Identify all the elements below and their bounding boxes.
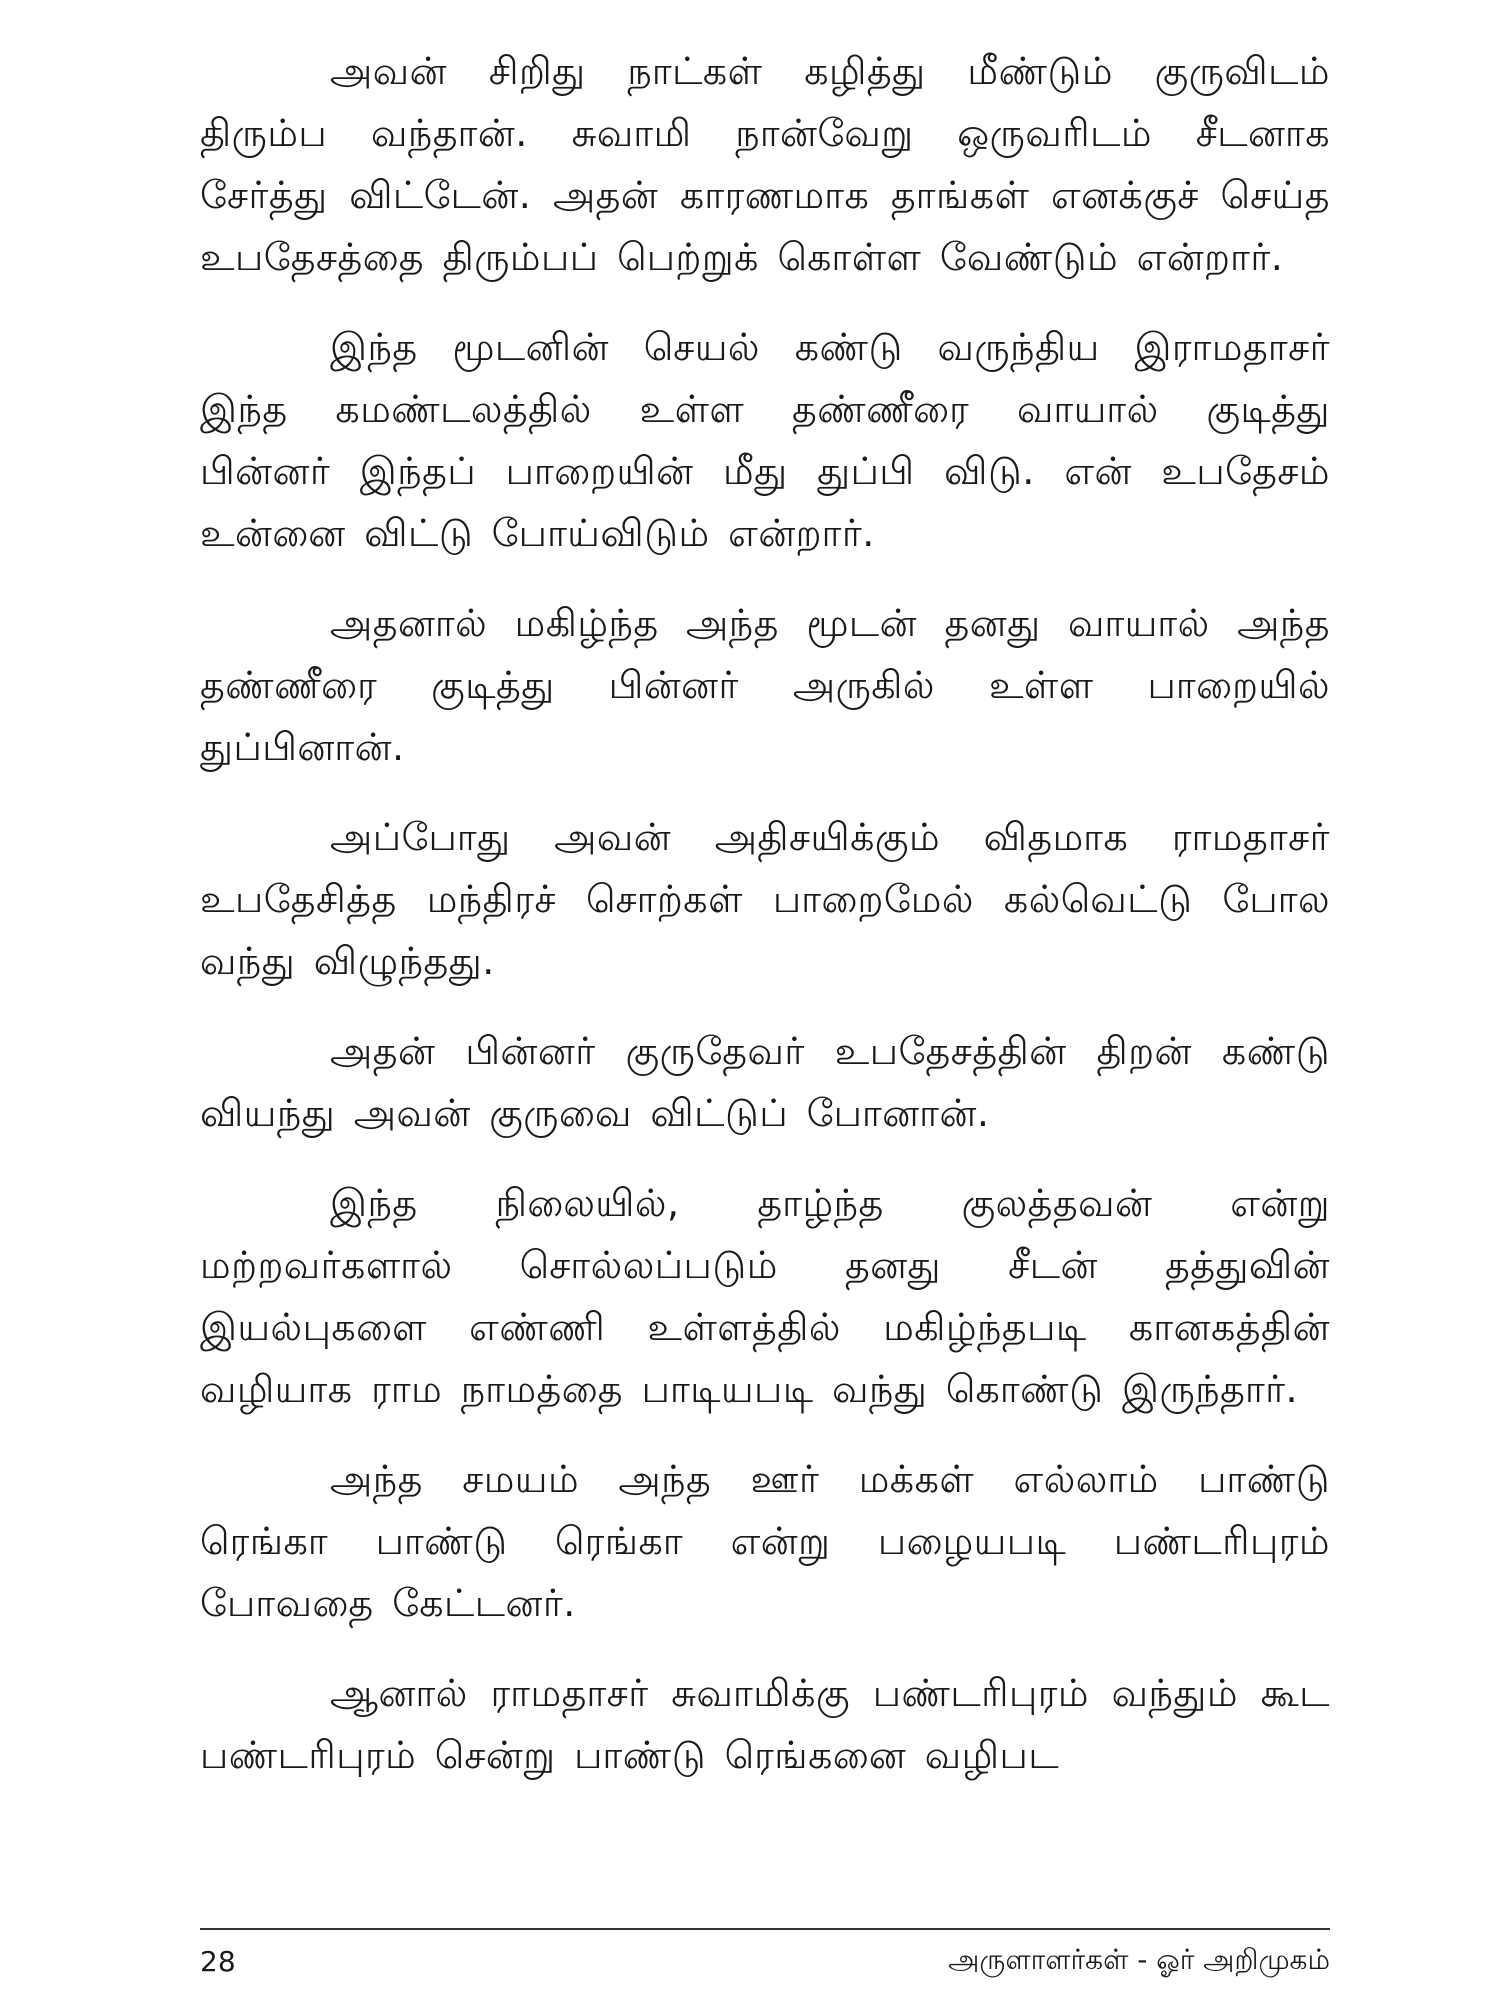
book-title: அருளாளர்கள் - ஓர் அறிமுகம்	[948, 1942, 1330, 1976]
paragraph-3: அதனால் மகிழ்ந்த அந்த மூடன் தனது வாயால் அந்த தண்ணீரை குடித்து பின்னர் அருகில் உள்ள பாறையில் துப்பினான்.	[200, 601, 1330, 769]
footer-divider	[200, 1928, 1330, 1930]
page-footer	[200, 1936, 1330, 1986]
paragraph-2: இந்த மூடனின் செயல் கண்டு வருந்திய இராமதாசர் இந்த கமண்டலத்தில் உள்ள தண்ணீரை வாயால் குடித்து பின்னர் இந்தப் பாறையின் மீது துப்பி விடு. என் உபதேசம் உன்னை விட்டு போய்விடும் என்றார்.	[200, 325, 1330, 555]
page-number: 28	[200, 1944, 236, 1978]
paragraph-6: இந்த நிலையில், தாழ்ந்த குலத்தவன் என்று மற்றவர்களால் சொல்லப்படும் தனது சீடன் தத்துவின் இயல்புகளை எண்ணி உள்ளத்தில் மகிழ்ந்தபடி கானகத்தின் வழியாக ராம நாமத்தை பாடியபடி வந்து கொண்டு இருந்தார்.	[200, 1181, 1330, 1411]
paragraph-1: அவன் சிறிது நாட்கள் கழித்து மீண்டும் குருவிடம் திரும்ப வந்தான். சுவாமி நான்வேறு ஒருவரிடம் சீடனாக சேர்த்து விட்டேன். அதன் காரணமாக தாங்கள் எனக்குச் செய்த உபதேசத்தை திரும்பப் பெற்றுக் கொள்ள வேண்டும் என்றார்.	[200, 49, 1330, 279]
paragraph-4: அப்போது அவன் அதிசயிக்கும் விதமாக ராமதாசர் உபதேசித்த மந்திரச் சொற்கள் பாறைமேல் கல்வெட்டு போல வந்து விழுந்தது.	[200, 815, 1330, 983]
page-body	[200, 40, 1330, 1920]
paragraph-7: அந்த சமயம் அந்த ஊர் மக்கள் எல்லாம் பாண்டு ரெங்கா பாண்டு ரெங்கா என்று பழையபடி பண்டரிபுரம் போவதை கேட்டனர்.	[200, 1457, 1330, 1625]
paragraph-8: ஆனால் ராமதாசர் சுவாமிக்கு பண்டரிபுரம் வந்தும் கூட பண்டரிபுரம் சென்று பாண்டு ரெங்கனை வழிபட	[200, 1671, 1330, 1777]
paragraph-5: அதன் பின்னர் குருதேவர் உபதேசத்தின் திறன் கண்டு வியந்து அவன் குருவை விட்டுப் போனான்.	[200, 1029, 1330, 1135]
